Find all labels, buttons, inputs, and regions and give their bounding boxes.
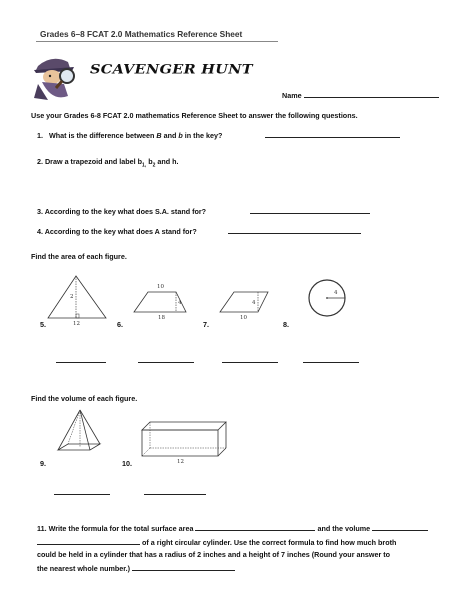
answer-blank-11-volume-cont[interactable] <box>37 537 140 545</box>
problem-number-10: 10. <box>122 459 132 468</box>
question-11-line-2: of a right circular cylinder. Use the correct formula to find how much broth <box>37 537 396 547</box>
question-11-line-4: the nearest whole number.) <box>37 563 235 573</box>
answer-blank-1[interactable] <box>265 130 400 138</box>
parallelogram-figure <box>220 292 268 321</box>
sheet-header: Grades 6–8 FCAT 2.0 Mathematics Reference Sheet <box>40 29 243 39</box>
answer-blank-4[interactable] <box>228 226 361 234</box>
answer-blank-6[interactable] <box>138 355 194 363</box>
answer-blank-3[interactable] <box>250 206 370 214</box>
area-heading: Find the area of each figure. <box>31 252 127 261</box>
page-title: SCAVENGER HUNT <box>90 61 253 78</box>
question-3: 3. According to the key what does S.A. stand for? <box>37 207 207 216</box>
trapezoid-top-label: 10 <box>157 284 164 290</box>
trapezoid-figure <box>134 284 186 321</box>
question-4: 4. According to the key what does A stand for? <box>37 227 197 236</box>
answer-blank-11-surface-area[interactable] <box>195 523 315 531</box>
problem-number-9: 9. <box>40 459 46 468</box>
answer-blank-5[interactable] <box>56 355 106 363</box>
answer-blank-10[interactable] <box>144 487 206 495</box>
pyramid-figure <box>58 410 100 450</box>
triangle-figure <box>48 276 106 327</box>
volume-figures <box>50 408 230 466</box>
parallelogram-height-label: 4 <box>252 300 256 306</box>
triangle-base-label: 12 <box>73 321 80 327</box>
instructions: Use your Grades 6-8 FCAT 2.0 mathematics Reference Sheet to answer the following questions. <box>31 111 358 120</box>
circle-figure <box>309 280 345 316</box>
question-11-line-1: 11. Write the formula for the total surface area and the volume <box>37 523 428 533</box>
answer-blank-7[interactable] <box>222 355 278 363</box>
parallelogram-base-label: 10 <box>240 315 247 321</box>
answer-blank-8[interactable] <box>303 355 359 363</box>
problem-number-6: 6. <box>117 320 123 329</box>
answer-blank-11-broth[interactable] <box>132 563 235 571</box>
question-2: 2. Draw a trapezoid and label $b_{1,}$ $b_2$ and h. <box>37 157 179 169</box>
header-rule <box>36 41 278 42</box>
question-1: 1. What is the difference between B and b in the key? <box>37 131 223 140</box>
prism-length-label: 12 <box>177 459 184 465</box>
detective-clipart-icon <box>28 52 80 102</box>
trapezoid-base-label: 18 <box>158 315 165 321</box>
name-field <box>282 90 439 100</box>
problem-number-7: 7. <box>203 320 209 329</box>
volume-heading: Find the volume of each figure. <box>31 394 138 403</box>
trapezoid-height-label: 4 <box>178 300 182 306</box>
prism-figure <box>142 422 226 465</box>
triangle-height-label: 2 <box>70 294 74 300</box>
name-blank[interactable] <box>304 90 439 98</box>
problem-number-8: 8. <box>283 320 289 329</box>
problem-number-5: 5. <box>40 320 46 329</box>
answer-blank-9[interactable] <box>54 487 110 495</box>
name-label: Name <box>282 91 302 100</box>
question-11-line-3: could be held in a cylinder that has a radius of 2 inches and a height of 7 inches (Round your answer to <box>37 550 391 559</box>
circle-radius-label: 4 <box>334 290 338 296</box>
answer-blank-11-volume[interactable] <box>372 523 428 531</box>
